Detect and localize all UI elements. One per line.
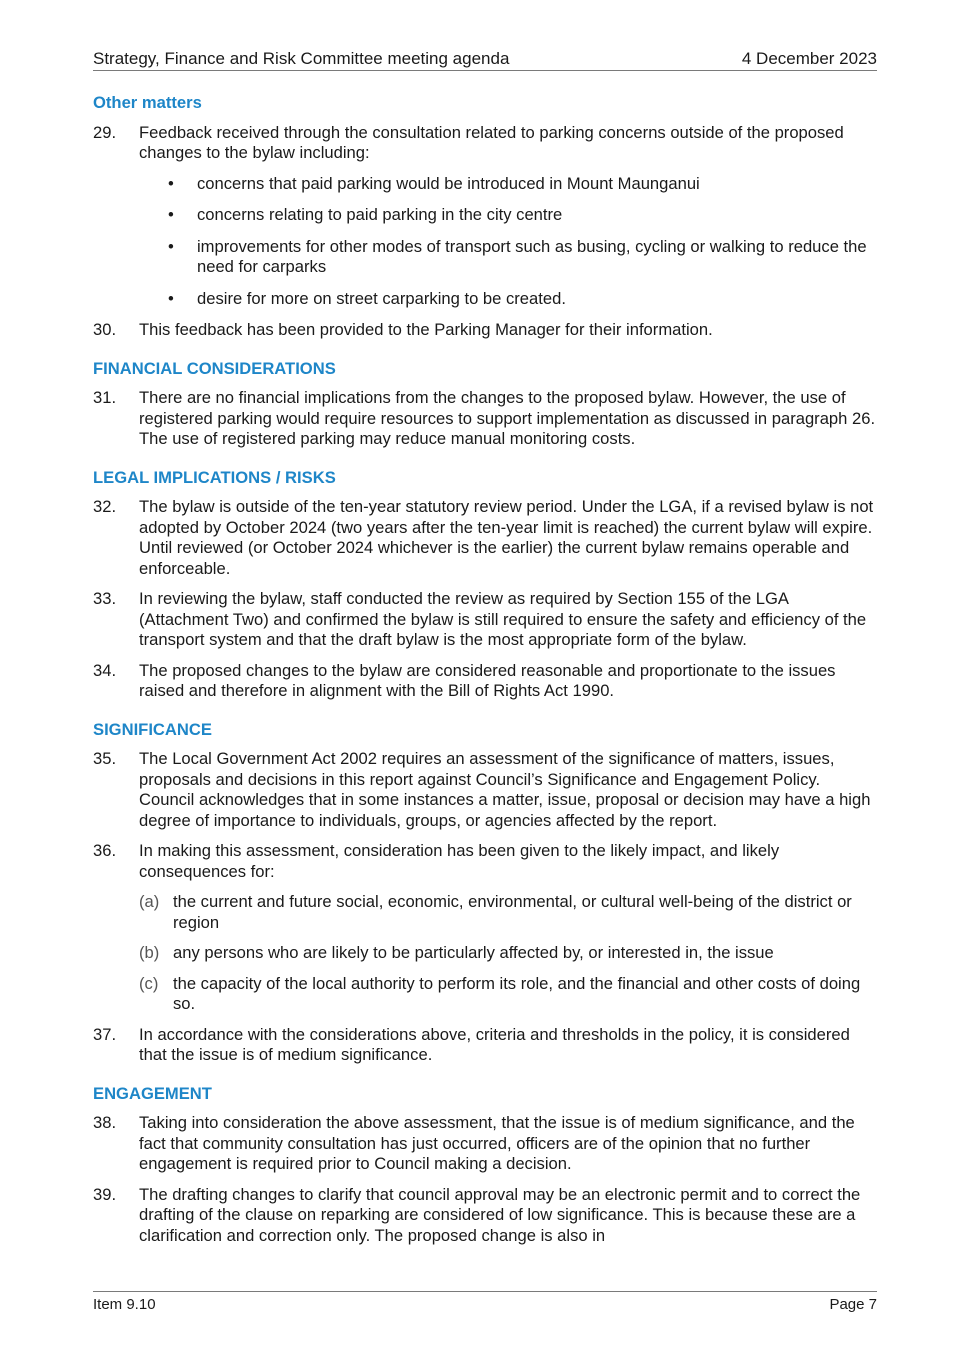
item-label: (b) bbox=[139, 943, 160, 962]
paragraph-text: In reviewing the bylaw, staff conducted the review as required by Section 155 of the LGA (Attachment Two) and confirmed the bylaw is still required to ensure the safety and efficiency of the transport system and that the draft bylaw is the most appropriate form of the bylaw. bbox=[139, 589, 867, 649]
paragraph-32 bbox=[93, 497, 877, 579]
lettered-item bbox=[139, 892, 877, 933]
paragraph-text: This feedback has been provided to the Parking Manager for their information. bbox=[139, 320, 713, 339]
paragraph-33 bbox=[93, 589, 877, 651]
section-engagement bbox=[93, 1084, 877, 1247]
paragraph-37 bbox=[93, 1025, 877, 1066]
lettered-list bbox=[139, 892, 877, 1015]
lettered-item bbox=[139, 943, 877, 964]
lettered-item bbox=[139, 974, 877, 1015]
item-text: any persons who are likely to be particularly affected by, or interested in, the issue bbox=[173, 943, 774, 962]
paragraph-36 bbox=[93, 841, 877, 1015]
paragraph-number: 32. bbox=[93, 497, 117, 516]
page-header bbox=[93, 48, 877, 71]
section-heading: LEGAL IMPLICATIONS / RISKS bbox=[93, 467, 336, 487]
bullet-list bbox=[139, 174, 877, 310]
bullet-item: • desire for more on street carparking to be created. bbox=[139, 289, 877, 310]
paragraph-number: 37. bbox=[93, 1024, 117, 1044]
paragraph-text: Feedback received through the consultation related to parking concerns outside of the proposed changes to the bylaw including: bbox=[139, 122, 844, 162]
paragraph-text: There are no financial implications from the changes to the proposed bylaw. However, the use of registered parking would require resources to support implementation as discussed in paragraph 26. The use of registered parking may reduce manual monitoring costs. bbox=[139, 388, 876, 448]
section-other-matters bbox=[93, 93, 877, 341]
paragraph-38 bbox=[93, 1113, 877, 1175]
item-text: the capacity of the local authority to perform its role, and the financial and other costs of doing so. bbox=[173, 973, 861, 1013]
bullet-item: • improvements for other modes of transport such as busing, cycling or walking to reduce the need for carparks bbox=[139, 237, 877, 278]
paragraph-number: 29. bbox=[93, 122, 117, 142]
paragraph-29 bbox=[93, 123, 877, 310]
paragraph-number: 39. bbox=[93, 1184, 117, 1204]
bullet-item: • concerns that paid parking would be introduced in Mount Maunganui bbox=[139, 174, 877, 195]
paragraph-number: 38. bbox=[93, 1113, 117, 1132]
paragraph-34 bbox=[93, 661, 877, 702]
paragraph-number: 35. bbox=[93, 749, 117, 768]
paragraph-number: 36. bbox=[93, 841, 117, 860]
page-number: Page 7 bbox=[829, 1296, 877, 1313]
meeting-date: 4 December 2023 bbox=[741, 49, 877, 68]
section-heading: ENGAGEMENT bbox=[93, 1083, 212, 1103]
item-label: (a) bbox=[139, 892, 160, 911]
section-financial bbox=[93, 359, 877, 450]
document-body bbox=[93, 93, 877, 1264]
paragraph-text: The Local Government Act 2002 requires an assessment of the significance of matters, issues, proposals and decisions in this report against Council’s Significance and Engagement Policy. Council acknowledges that in some instances a matter, issue, proposal or decision may have a high degree of importance to individuals, groups, or agencies affected by the report. bbox=[139, 749, 871, 830]
item-text: the current and future social, economic, environmental, or cultural well-being of the district or region bbox=[173, 892, 852, 932]
paragraph-number: 33. bbox=[93, 589, 117, 608]
paragraph-text: The bylaw is outside of the ten-year statutory review period. Under the LGA, if a revised bylaw is not adopted by October 2024 (two years after the ten-year limit is reached) the current bylaw will expire. Until reviewed (or October 2024 whichever is the earlier) the current bylaw remains operable and enforceable. bbox=[139, 497, 874, 578]
paragraph-text: The drafting changes to clarify that council approval may be an electronic permit and to correct the drafting of the clause on reparking are considered of low significance. This is because these are a clarification and correction only. The proposed change is also in bbox=[139, 1184, 861, 1245]
paragraph-text: Taking into consideration the above assessment, that the issue is of medium significance, and the fact that community consultation has just occurred, officers are of the opinion that no further engagement is required prior to Council making a decision. bbox=[139, 1113, 855, 1173]
item-label: (c) bbox=[139, 973, 159, 993]
paragraph-number: 30. bbox=[93, 320, 117, 339]
document-title: Strategy, Finance and Risk Committee meeting agenda bbox=[93, 49, 510, 68]
paragraph-30 bbox=[93, 320, 877, 341]
paragraph-text: In making this assessment, consideration has been given to the likely impact, and likely consequences for: bbox=[139, 841, 780, 881]
agenda-item-number: Item 9.10 bbox=[93, 1296, 156, 1313]
paragraph-35 bbox=[93, 749, 877, 831]
paragraph-39 bbox=[93, 1185, 877, 1247]
bullet-item: • concerns relating to paid parking in the city centre bbox=[139, 205, 877, 226]
paragraph-number: 34. bbox=[93, 660, 117, 680]
paragraph-text: In accordance with the considerations above, criteria and thresholds in the policy, it is considered that the issue is of medium significance. bbox=[139, 1024, 850, 1064]
paragraph-number: 31. bbox=[93, 388, 117, 407]
paragraph-31 bbox=[93, 388, 877, 450]
section-heading: Other matters bbox=[93, 93, 202, 112]
paragraph-text: The proposed changes to the bylaw are considered reasonable and proportionate to the issues raised and therefore in alignment with the Bill of Rights Act 1990. bbox=[139, 660, 836, 700]
section-heading: FINANCIAL CONSIDERATIONS bbox=[93, 358, 336, 378]
page-footer bbox=[93, 1291, 877, 1313]
section-legal bbox=[93, 468, 877, 702]
section-significance bbox=[93, 720, 877, 1066]
section-heading: SIGNIFICANCE bbox=[93, 719, 212, 739]
